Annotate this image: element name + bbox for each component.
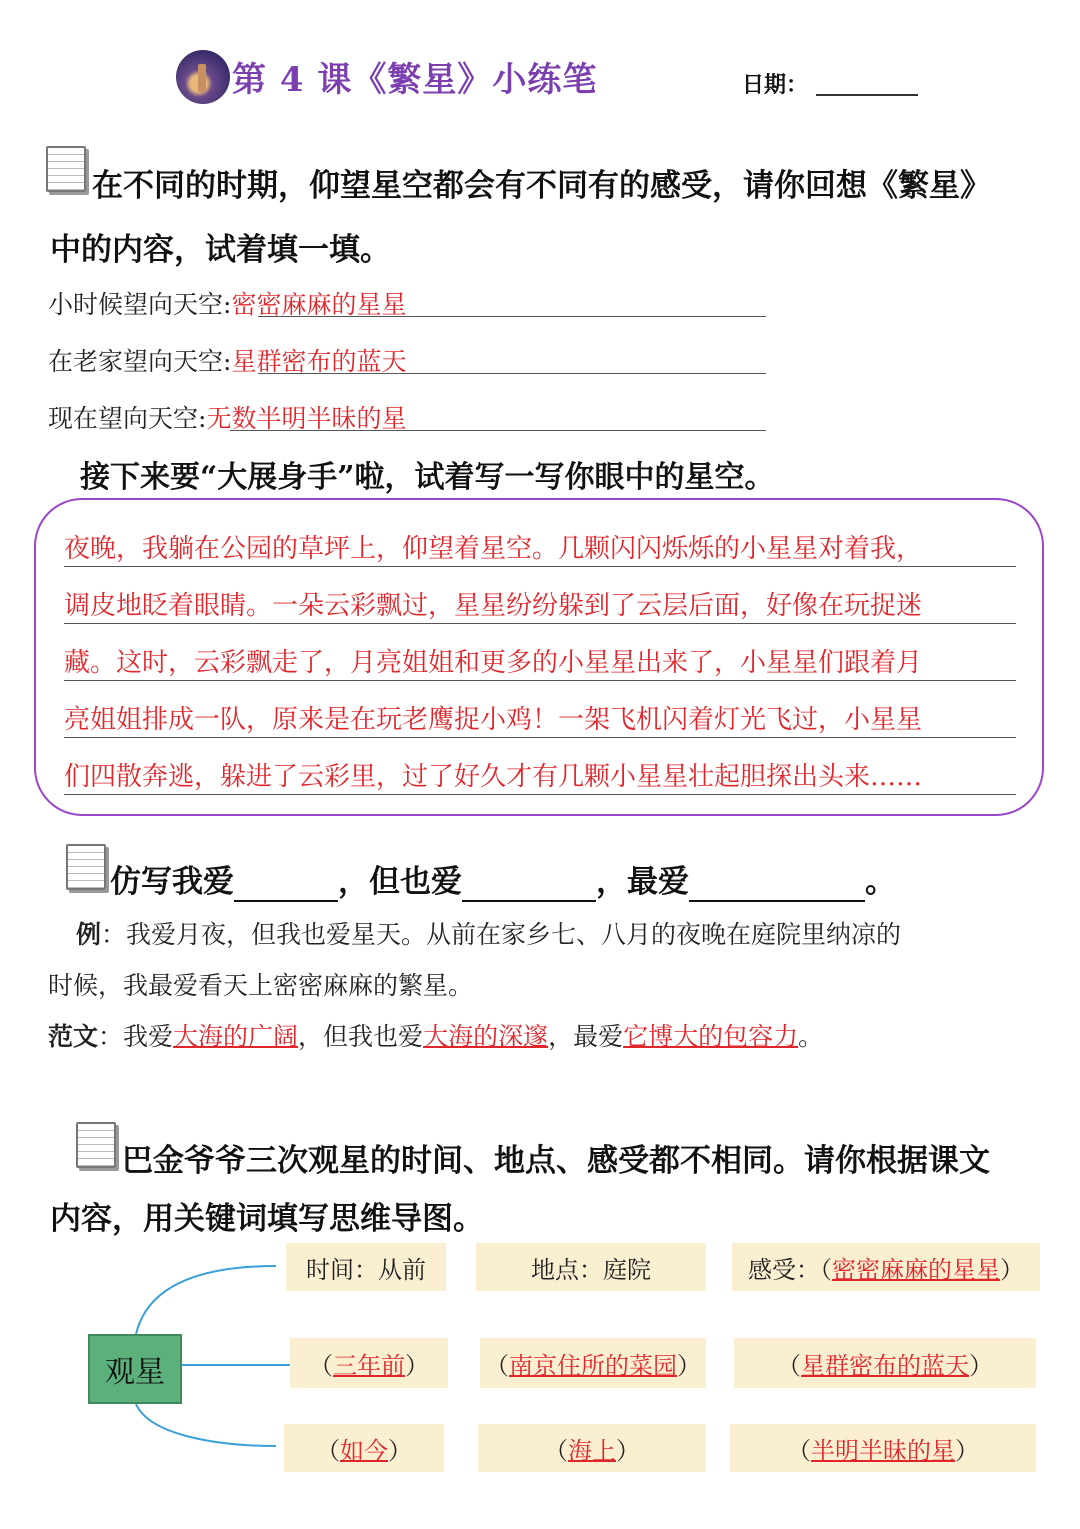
model-text: ，但我也爱 [298,1022,424,1051]
model-text: 。 [798,1022,824,1051]
paren: （ [309,1351,333,1380]
model-text: ，最爱 [548,1022,624,1051]
box-prefix: 感受：（ [748,1255,832,1284]
q3-prompt-part: ，但也爱 [338,864,462,900]
model-text: ：我爱 [98,1022,174,1051]
mind-map-feel-box [732,1243,1040,1291]
paren: ） [616,1436,640,1465]
model-answer: 它博大的包容力 [623,1022,799,1051]
mind-map-feel-box [734,1338,1036,1388]
paren: （ [485,1351,509,1380]
q3-prompt-part: ，最爱 [596,864,689,900]
essay-line: 亮姐姐排成一队，原来是在玩老鹰捉小鸡！一架飞机闪着灯光飞过，小星星 [64,703,1016,738]
paren: （ [777,1351,801,1380]
model-label: 范文 [48,1022,99,1051]
box-answer: 星群密布的蓝天 [801,1351,969,1380]
mind-map-time-box [286,1243,446,1291]
paren: ） [969,1351,993,1380]
paren: ） [677,1351,701,1380]
q1-prompt-line1: 在不同的时期，仰望星空都会有不同有的感受，请你回想《繁星》 [92,168,991,204]
mind-map-feel-box [730,1424,1036,1472]
box-answer: 密密麻麻的星星 [832,1255,1000,1284]
essay-line: 调皮地眨着眼睛。一朵云彩飘过，星星纷纷躲到了云层后面，好像在玩捉迷 [64,589,1016,624]
mind-map-center: 观星 [88,1334,182,1404]
q4-prompt-line1: 巴金爷爷三次观星的时间、地点、感受都不相同。请你根据课文 [122,1143,990,1179]
mind-map-place-box [478,1424,706,1472]
q1-item-answer: 密密麻麻的星星 [231,290,407,319]
example-label: 例 [76,920,102,949]
box-value: 庭院 [603,1255,651,1284]
box-prefix: 时间： [306,1255,378,1284]
paren: ） [388,1436,412,1465]
q3-example-line2: 时候，我最爱看天上密密麻麻的繁星。 [48,971,474,1000]
box-prefix: 地点： [531,1255,603,1284]
q3-prompt-part: 仿写我爱 [110,864,234,900]
paren: （ [544,1436,568,1465]
essay-line: 夜晚，我躺在公园的草坪上，仰望着星空。几颗闪闪烁烁的小星星对着我， [64,532,1016,567]
box-answer: 南京住所的菜园 [509,1351,677,1380]
q1-item-answer: 无数半明半昧的星 [206,404,407,433]
box-answer: 海上 [568,1436,616,1465]
q2-prompt: 接下来要“大展身手”啦，试着写一写你眼中的星空。 [80,460,775,495]
mind-map-time-box [290,1338,448,1388]
model-answer: 大海的深邃 [423,1022,549,1051]
q1-prompt-line2: 中的内容，试着填一填。 [50,232,391,268]
date-label: 日期： [742,72,809,98]
connector-line-bottom [136,1404,276,1446]
essay-line: 藏。这时，云彩飘走了，月亮姐姐和更多的小星星出来了，小星星们跟着月 [64,646,1016,681]
example-text: ：我爱月夜，但我也爱星天。从前在家乡七、八月的夜晚在庭院里纳凉的 [101,920,902,949]
connector-line-top [136,1266,276,1334]
mind-map-time-box [284,1424,444,1472]
paren: （ [787,1436,811,1465]
mind-map-place-box [480,1338,706,1388]
q1-item-label: 小时候望向天空: [48,290,232,319]
paren: ） [405,1351,429,1380]
essay-line: 们四散奔逃，躲进了云彩里，过了好久才有几颗小星星壮起胆探出头来…… [64,760,1016,795]
page-title: 第 4 课《繁星》小练笔 [232,60,598,100]
box-answer: 半明半昧的星 [811,1436,955,1465]
q4-prompt-line2: 内容，用关键词填写思维导图。 [50,1201,484,1237]
q1-item-label: 在老家望向天空: [48,347,232,376]
model-answer: 大海的广阔 [173,1022,299,1051]
paren: ） [955,1436,979,1465]
q3-prompt-part: 。 [865,864,896,900]
paren: （ [316,1436,340,1465]
q1-item-answer: 星群密布的蓝天 [231,347,407,376]
box-answer: 如今 [340,1436,388,1465]
box-answer: 三年前 [333,1351,405,1380]
box-value: 从前 [378,1255,426,1284]
mind-map-place-box [476,1243,706,1291]
box-suffix: ） [1000,1255,1024,1284]
q1-item-label: 现在望向天空: [48,404,207,433]
